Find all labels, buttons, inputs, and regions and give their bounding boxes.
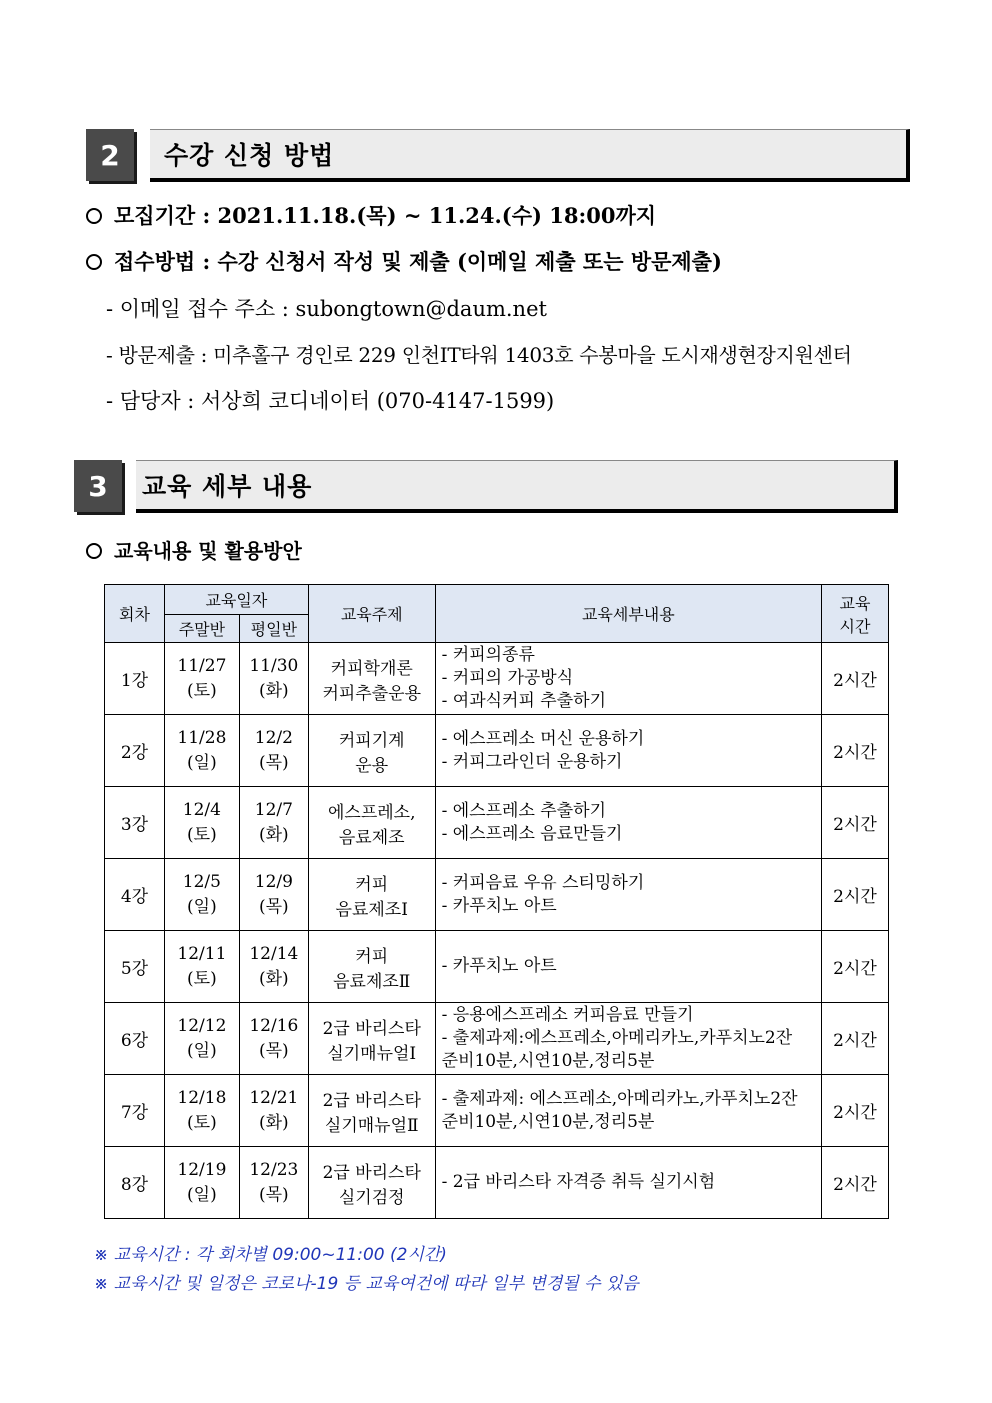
table-row <box>105 1075 889 1147</box>
topic-line: 에스프레소, <box>327 802 416 823</box>
section-2-title: 수강 신청 방법 <box>164 141 335 170</box>
weekday-day: (목) <box>259 1185 289 1205</box>
round-cell <box>105 1003 165 1075</box>
header-weekend: 주말반 <box>164 615 239 643</box>
section-3-title: 교육 세부 내용 <box>142 472 313 501</box>
circle-bullet-icon <box>86 254 102 270</box>
round-cell <box>105 787 165 859</box>
weekend-date: 12/18 <box>177 1088 227 1108</box>
weekday-date: 12/7 <box>254 800 293 820</box>
detail-cell <box>435 931 821 1003</box>
weekend-date-cell <box>164 1075 239 1147</box>
detail-line: - 커피의종류 <box>441 645 535 665</box>
detail-line: - 응용에스프레소 커피음료 만들기 <box>441 1005 694 1025</box>
weekend-date-cell <box>164 643 239 715</box>
topic-cell <box>308 1003 435 1075</box>
time-cell <box>822 1147 889 1219</box>
topic-line: 2급 바리스타 <box>322 1090 421 1111</box>
weekday-date: 11/30 <box>249 656 299 676</box>
detail-line: - 에스프레소 추출하기 <box>441 800 606 821</box>
weekend-date-cell <box>164 859 239 931</box>
apply-method-line: 접수방법 : 수강 신청서 작성 및 제출 (이메일 제출 또는 방문제출) <box>86 246 722 276</box>
header-time <box>822 585 889 643</box>
weekday-day: (화) <box>259 969 289 989</box>
detail-line: - 2급 바리스타 자격증 취득 실기시험 <box>441 1172 716 1192</box>
topic-cell <box>308 643 435 715</box>
apply-method-label: 접수방법 <box>114 249 196 274</box>
section-3-header <box>74 460 898 514</box>
weekday-date-cell <box>239 1075 308 1147</box>
weekday-date-cell <box>239 931 308 1003</box>
header-time-line2: 시간 <box>839 616 871 636</box>
weekend-date: 12/5 <box>182 872 221 892</box>
time-cell <box>822 1075 889 1147</box>
header-detail: 교육세부내용 <box>435 585 821 643</box>
round-cell <box>105 931 165 1003</box>
weekday-date-cell <box>239 715 308 787</box>
detail-line: - 에스프레소 음료만들기 <box>441 823 623 844</box>
weekend-date: 11/28 <box>177 728 227 748</box>
time-cell <box>822 643 889 715</box>
weekend-day: (토) <box>187 1113 217 1133</box>
topic-line: 운용 <box>355 755 389 776</box>
weekday-date: 12/16 <box>249 1016 299 1036</box>
schedule-table <box>104 584 889 1219</box>
detail-line: - 커피그라인더 운용하기 <box>441 751 623 772</box>
detail-line: - 출제과제:에스프레소,아메리카노,카푸치노2잔 <box>441 1028 793 1048</box>
time-cell <box>822 859 889 931</box>
apply-method-value: 수강 신청서 작성 및 제출 (이메일 제출 또는 방문제출) <box>217 249 722 274</box>
time-text: 2시간 <box>833 815 877 835</box>
header-round: 회차 <box>105 585 165 643</box>
weekend-day: (토) <box>187 969 217 989</box>
weekend-date-cell <box>164 931 239 1003</box>
detail-line: - 출제과제: 에스프레소,아메리카노,카푸치노2잔 <box>441 1088 798 1109</box>
topic-cell <box>308 715 435 787</box>
note-edu-time: ※ 교육시간 : 각 회차별 09:00~11:00 (2시간) <box>94 1245 447 1265</box>
weekday-day: (화) <box>259 825 289 845</box>
time-text: 2시간 <box>833 743 877 763</box>
recruit-period-label: 모집기간 <box>114 203 196 228</box>
topic-line: 2급 바리스타 <box>322 1162 421 1183</box>
weekend-date: 11/27 <box>177 656 227 676</box>
circle-bullet-icon <box>86 543 102 559</box>
weekday-date: 12/23 <box>249 1160 299 1180</box>
weekend-date-cell <box>164 715 239 787</box>
detail-line: - 카푸치노 아트 <box>441 895 557 916</box>
table-row <box>105 1003 889 1075</box>
time-text: 2시간 <box>833 887 877 907</box>
topic-line: 실기매뉴얼Ⅱ <box>324 1115 419 1136</box>
round-cell <box>105 715 165 787</box>
header-date: 교육일자 <box>164 585 308 615</box>
section-3-number: 3 <box>74 460 122 512</box>
table-row <box>105 931 889 1003</box>
time-text: 2시간 <box>833 959 877 979</box>
time-cell <box>822 931 889 1003</box>
weekend-date-cell <box>164 1147 239 1219</box>
round-cell <box>105 1075 165 1147</box>
weekday-date: 12/9 <box>254 872 293 892</box>
recruit-period-line: 모집기간 : 2021.11.18.(목) ~ 11.24.(수) 18:00까지 <box>86 200 656 230</box>
weekend-date: 12/12 <box>177 1016 227 1036</box>
detail-line: 준비10분,시연10분,정리5분 <box>441 1111 655 1132</box>
header-weekday: 평일반 <box>239 615 308 643</box>
detail-cell <box>435 1003 821 1075</box>
visit-address-line: - 방문제출 : 미추홀구 경인로 229 인천IT타워 1403호 수봉마을 도시재생현장지원센터 <box>106 343 852 367</box>
header-time-line1: 교육 <box>839 593 871 613</box>
note-schedule-change: ※ 교육시간 및 일정은 코로나-19 등 교육여건에 따라 일부 변경될 수 있음 <box>94 1274 639 1294</box>
topic-line: 음료제조Ⅰ <box>335 899 408 920</box>
topic-line: 음료제조 <box>338 827 405 848</box>
weekend-day: (일) <box>187 897 217 917</box>
table-row <box>105 715 889 787</box>
topic-cell <box>308 859 435 931</box>
topic-line: 커피 <box>355 946 389 967</box>
weekend-date-cell <box>164 787 239 859</box>
weekday-date-cell <box>239 1003 308 1075</box>
weekend-day: (일) <box>187 1041 217 1061</box>
topic-line: 실기검정 <box>338 1187 405 1208</box>
section-3-title-box <box>136 460 898 513</box>
detail-line: - 커피음료 우유 스티밍하기 <box>441 872 645 893</box>
detail-line: 준비10분,시연10분,정리5분 <box>441 1051 655 1071</box>
round-text: 6강 <box>120 1031 149 1051</box>
weekday-date-cell <box>239 643 308 715</box>
round-text: 4강 <box>120 887 149 907</box>
round-text: 1강 <box>120 671 149 691</box>
weekend-date: 12/11 <box>177 944 227 964</box>
topic-line: 음료제조Ⅱ <box>333 971 411 992</box>
header-topic: 교육주제 <box>308 585 435 643</box>
topic-line: 실기매뉴얼Ⅰ <box>327 1043 417 1064</box>
round-text: 3강 <box>120 815 149 835</box>
detail-cell <box>435 715 821 787</box>
table-row <box>105 787 889 859</box>
weekend-date-cell <box>164 1003 239 1075</box>
round-cell <box>105 1147 165 1219</box>
weekday-date-cell <box>239 787 308 859</box>
email-address-line: - 이메일 접수 주소 : subongtown@daum.net <box>106 297 547 321</box>
detail-cell <box>435 787 821 859</box>
time-cell <box>822 715 889 787</box>
detail-cell <box>435 643 821 715</box>
table-row <box>105 643 889 715</box>
round-text: 7강 <box>120 1103 149 1123</box>
time-cell <box>822 1003 889 1075</box>
weekday-day: (화) <box>259 1113 289 1133</box>
round-text: 2강 <box>120 743 149 763</box>
edu-content-subtitle-text: 교육내용 및 활용방안 <box>114 539 302 563</box>
topic-line: 2급 바리스타 <box>322 1018 421 1039</box>
weekday-date: 12/14 <box>249 944 299 964</box>
detail-cell <box>435 859 821 931</box>
weekend-day: (일) <box>187 753 217 773</box>
weekday-day: (목) <box>259 1041 289 1061</box>
detail-line: - 에스프레소 머신 운용하기 <box>441 728 645 749</box>
detail-cell <box>435 1075 821 1147</box>
topic-cell <box>308 1075 435 1147</box>
topic-line: 커피학개론 <box>330 658 413 679</box>
time-text: 2시간 <box>833 1103 877 1123</box>
topic-cell <box>308 1147 435 1219</box>
weekday-date-cell <box>239 1147 308 1219</box>
round-text: 8강 <box>120 1175 149 1195</box>
table-row <box>105 1147 889 1219</box>
weekend-day: (일) <box>187 1185 217 1205</box>
contact-person-line: - 담당자 : 서상희 코디네이터 (070-4147-1599) <box>106 389 555 413</box>
time-text: 2시간 <box>833 1031 877 1051</box>
detail-line: - 커피의 가공방식 <box>441 668 574 688</box>
topic-cell <box>308 787 435 859</box>
edu-content-subtitle <box>86 535 302 564</box>
weekday-day: (화) <box>259 681 289 701</box>
weekend-day: (토) <box>187 825 217 845</box>
circle-bullet-icon <box>86 208 102 224</box>
table-row <box>105 859 889 931</box>
round-cell <box>105 643 165 715</box>
detail-line: - 카푸치노 아트 <box>441 956 557 976</box>
topic-line: 커피 <box>355 874 389 895</box>
round-cell <box>105 859 165 931</box>
weekend-date: 12/4 <box>182 800 221 820</box>
weekend-date: 12/19 <box>177 1160 227 1180</box>
time-text: 2시간 <box>833 1175 877 1195</box>
topic-line: 커피기계 <box>338 730 405 751</box>
weekday-date: 12/21 <box>249 1088 299 1108</box>
round-text: 5강 <box>120 959 149 979</box>
detail-line: - 여과식커피 추출하기 <box>441 691 606 711</box>
section-2-title-box <box>150 129 910 182</box>
topic-line: 커피추출운용 <box>322 683 421 704</box>
weekday-date-cell <box>239 859 308 931</box>
time-text: 2시간 <box>833 671 877 691</box>
weekday-day: (목) <box>259 897 289 917</box>
topic-cell <box>308 931 435 1003</box>
recruit-period-value: 2021.11.18.(목) ~ 11.24.(수) 18:00까지 <box>217 203 657 228</box>
section-2-number: 2 <box>86 129 134 181</box>
time-cell <box>822 787 889 859</box>
section-2-header <box>86 129 910 183</box>
weekday-day: (목) <box>259 753 289 773</box>
weekend-day: (토) <box>187 681 217 701</box>
detail-cell <box>435 1147 821 1219</box>
weekday-date: 12/2 <box>254 728 293 748</box>
